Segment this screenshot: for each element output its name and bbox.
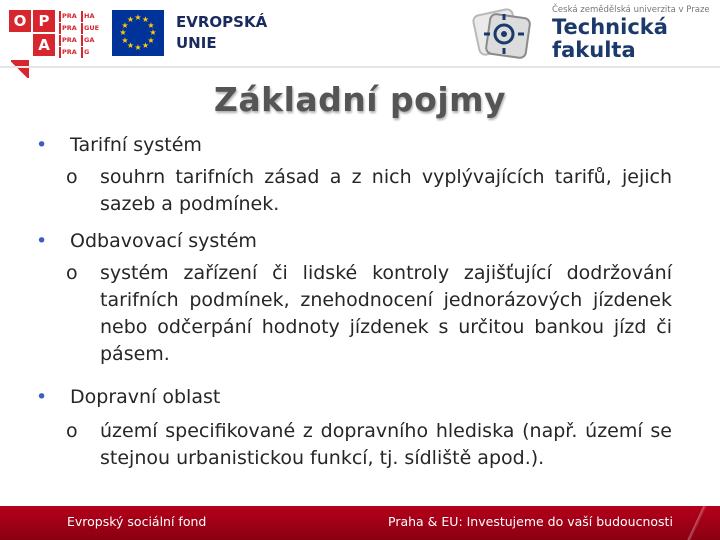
eu-star-icon: ★ [147,35,155,45]
bullet-label: Dopravní oblast [70,386,221,408]
sub-item-odbavovaci-system [66,260,672,368]
opp-slash-cell [9,34,31,56]
faculty-name [552,16,668,62]
sub-item-text: území specifikované z dopravního hlediska (např. území se stejnou urbanistickou funkcí, tj. sídliště apod.). [100,420,672,469]
header-divider [0,66,720,68]
sub-item-tarifni-system [66,164,672,218]
bullet-label: Odbavovací systém [70,230,257,252]
sub-bullet-icon: o [66,262,78,284]
sub-bullet-icon: o [66,420,78,442]
footer-right-text: Praha & EU: Investujeme do vaší budoucnosti [388,514,673,529]
sub-item-text: systém zařízení či lidské kontroly zajišťující dodržování tarifních podmínek, znehodnocení jednorázových jízdenek nebo odčerpání hodnoty jízdenek s určitou bankou jízd či pásem. [100,262,672,365]
eu-line-2: UNIE [176,34,217,52]
faculty-line-1: Technická [552,15,668,39]
eu-star-icon: ★ [119,28,127,37]
opp-letter-a: A [33,34,55,56]
bullet-label: Tarifní systém [70,134,202,156]
eu-star-icon: ★ [121,35,129,45]
slide-title: Základní pojmy [213,80,507,119]
footer-bar [0,506,720,540]
eu-star-icon: ★ [134,43,142,52]
sub-item-text: souhrn tarifních zásad a z nich vyplývajících tarifů, jejich sazeb a podmínek. [100,166,672,215]
praha-wordmark: PRA HA PRA GUE PRA GA PRA G [59,11,101,57]
sub-bullet-icon: o [66,166,78,188]
eu-star-icon: ★ [141,15,150,24]
opp-praha-logo [9,10,101,58]
bullet-dot-icon: • [36,386,48,408]
bullet-dot-icon: • [36,134,48,156]
opp-letters [9,10,57,58]
eu-star-icon: ★ [149,28,157,37]
eu-line-1: EVROPSKÁ [176,13,268,31]
eu-flag-icon [112,10,164,56]
footer-left-text: Evropský sociální fond [67,514,207,529]
university-name: Česká zemědělská univerzita v Praze [552,5,710,15]
eu-star-icon: ★ [126,15,135,24]
footer-decoration [676,506,720,540]
opp-letter-o: O [9,10,31,32]
faculty-line-2: fakulta [552,38,636,62]
bullet-dot-icon: • [36,230,48,252]
opp-letter-p1: P [33,10,55,32]
technicka-fakulta-logo [470,2,710,64]
faculty-emblem-icon [470,6,538,62]
sub-item-dopravni-oblast [66,418,672,472]
eu-star-icon: ★ [121,20,129,30]
eu-wordmark [176,12,267,54]
eu-star-icon: ★ [134,13,142,22]
eu-star-icon: ★ [147,20,155,30]
eu-star-icon: ★ [126,40,135,50]
eu-star-icon: ★ [141,40,150,50]
